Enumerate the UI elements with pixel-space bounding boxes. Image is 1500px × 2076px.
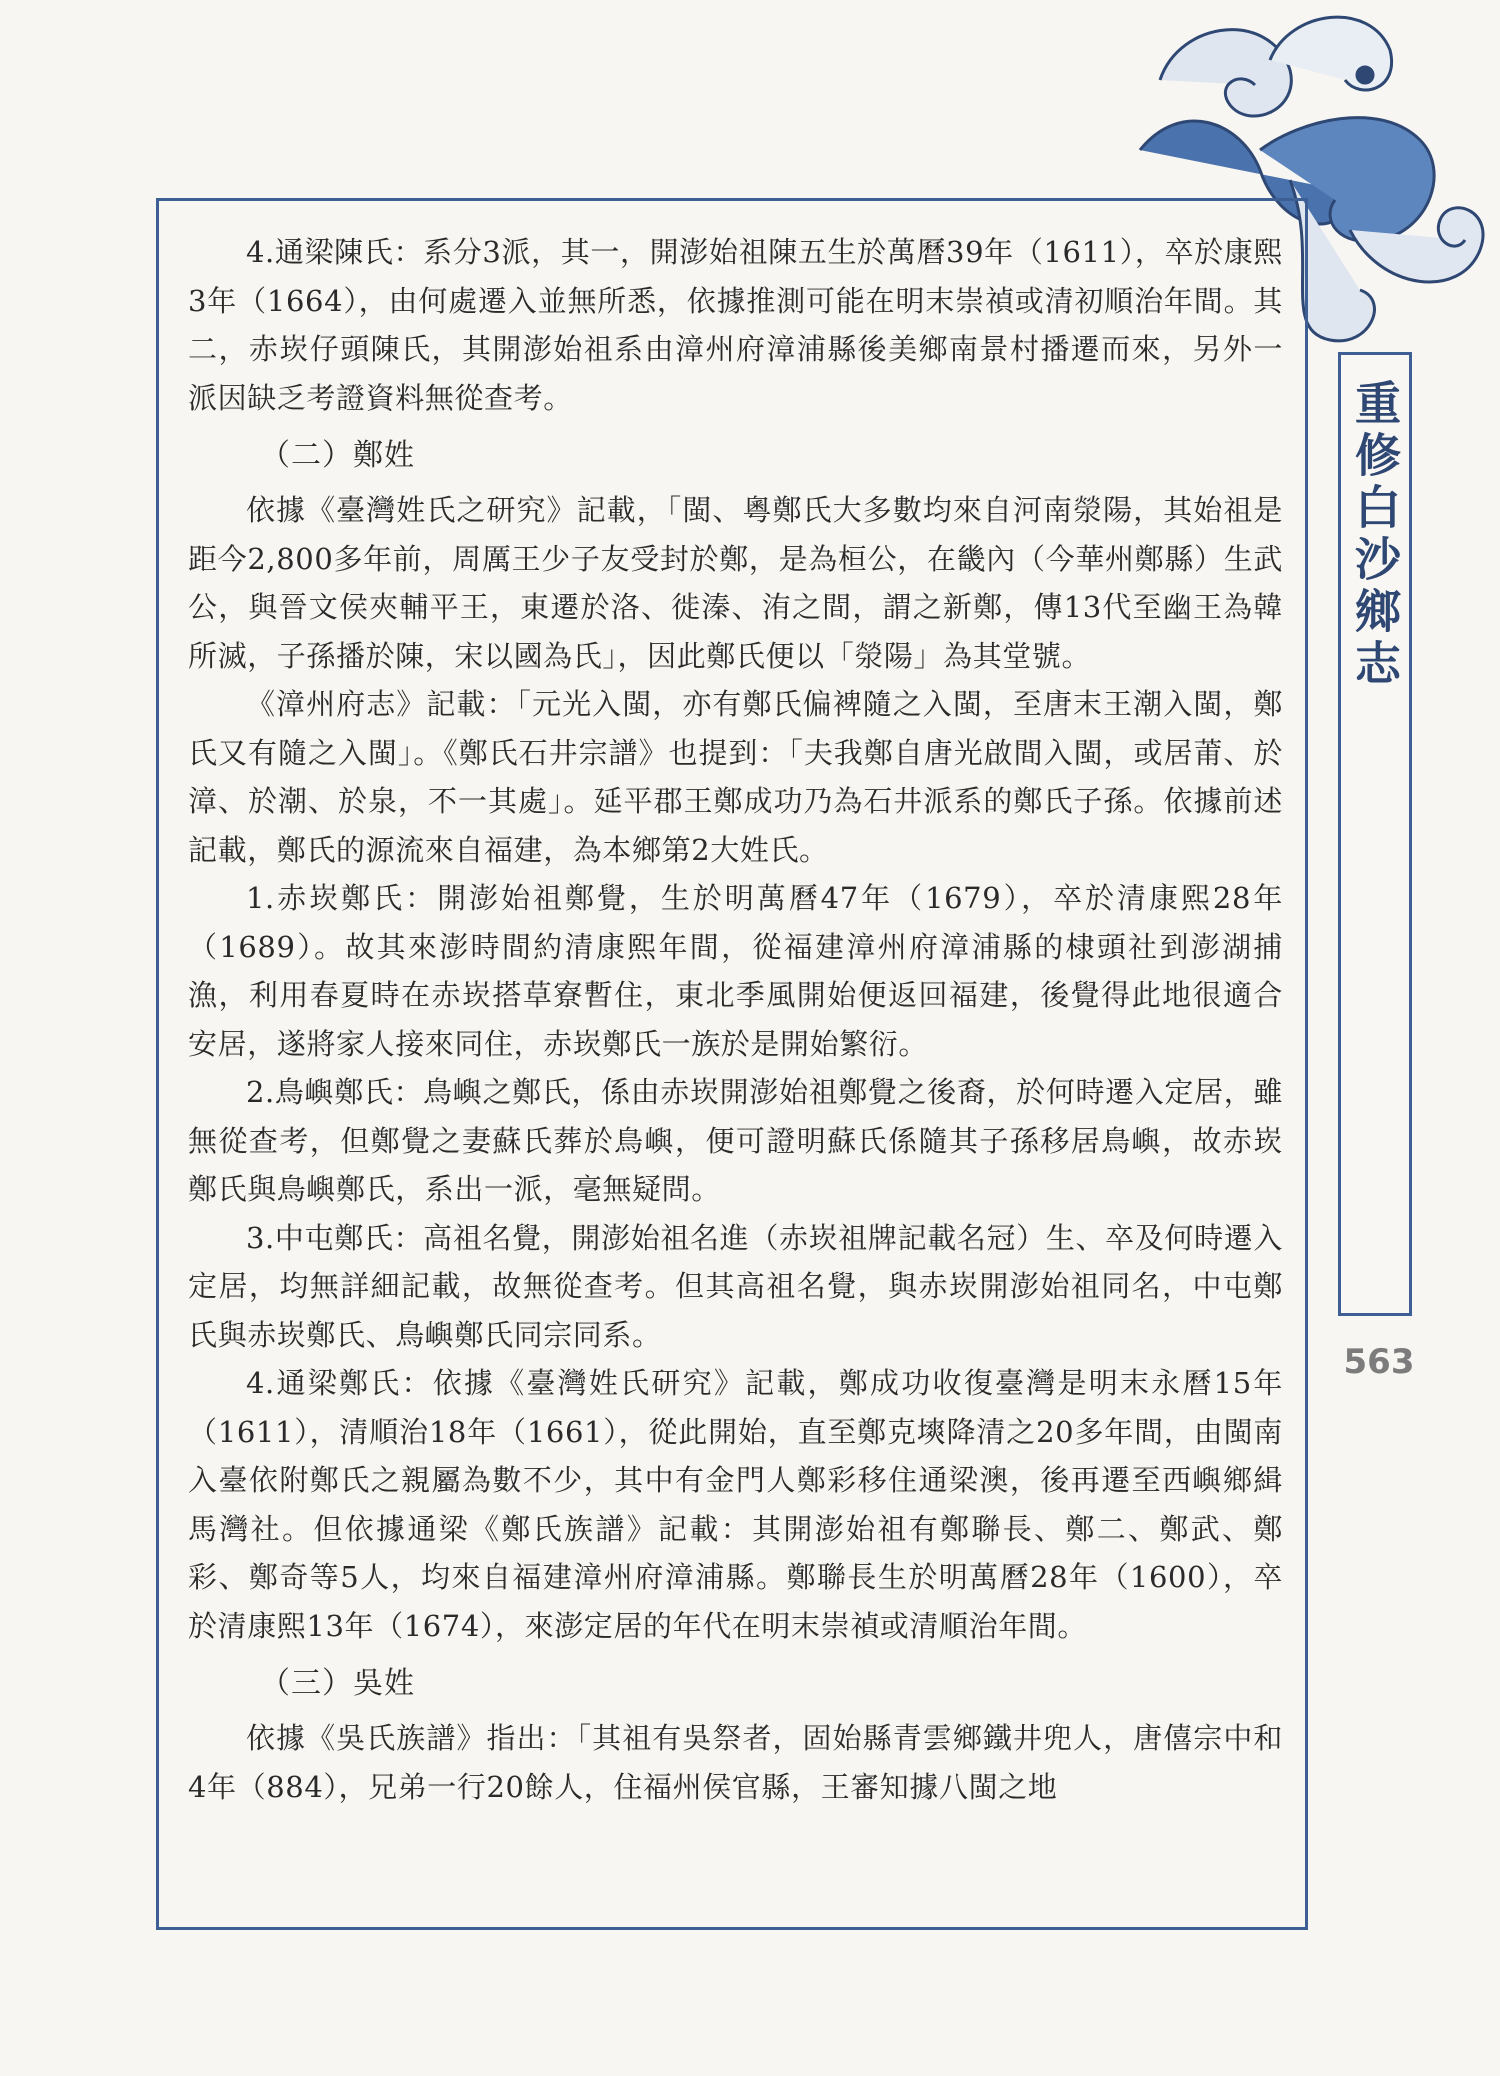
paragraph: 依據《臺灣姓氏之研究》記載，「閩、粵鄭氏大多數均來自河南滎陽，其始祖是距今2,800多年前，周厲王少子友受封於鄭，是為桓公，在畿內（今華州鄭縣）生武公，與晉文侯夾輔平王，東遷於洛、徙溱、洧之間，謂之新鄭，傳13代至幽王為韓所滅，子孫播於陳，宋以國為氏」，因此鄭氏便以「滎陽」為其堂號。 — [188, 493, 1283, 673]
paragraph: 1.赤崁鄭氏：開澎始祖鄭覺，生於明萬曆47年（1679），卒於清康熙28年（1689）。故其來澎時間約清康熙年間，從福建漳州府漳浦縣的棣頭社到澎湖捕漁，利用春夏時在赤崁搭草寮暫住，東北季風開始便返回福建，後覺得此地很適合安居，遂將家人接來同住，赤崁鄭氏一族於是開始繁衍。 — [188, 881, 1283, 1061]
book-title: 重修白沙鄉志 — [1348, 379, 1402, 691]
paragraph: 依據《吳氏族譜》指出：「其祖有吳祭者，固始縣青雲鄉鐵井兜人，唐僖宗中和4年（884），兄弟一行20餘人，住福州侯官縣，王審知據八閩之地 — [188, 1721, 1283, 1804]
page-number: 563 — [1343, 1342, 1415, 1382]
paragraph: 《漳州府志》記載：「元光入閩，亦有鄭氏偏裨隨之入閩，至唐末王潮入閩，鄭氏又有隨之入閩」。《鄭氏石井宗譜》也提到：「夫我鄭自唐光啟間入閩，或居莆、於漳、於潮、於泉，不一其處」。延平郡王鄭成功乃為石井派系的鄭氏子孫。依據前述記載，鄭氏的源流來自福建，為本鄉第2大姓氏。 — [188, 687, 1283, 867]
paragraph: 4.通梁陳氏：系分3派，其一，開澎始祖陳五生於萬曆39年（1611），卒於康熙3年（1664），由何處遷入並無所悉，依據推測可能在明末崇禎或清初順治年間。其二，赤崁仔頭陳氏，其開澎始祖系由漳州府漳浦縣後美鄉南景村播遷而來，另外一派因缺乏考證資料無從查考。 — [188, 235, 1283, 415]
section-heading-wu: （三）吳姓 — [260, 1666, 415, 1701]
paragraph: 4.通梁鄭氏：依據《臺灣姓氏研究》記載，鄭成功收復臺灣是明末永曆15年（1611），清順治18年（1661），從此開始，直至鄭克塽降清之20多年間，由閩南入臺依附鄭氏之親屬為數不少，其中有金門人鄭彩移住通梁澳，後再遷至西嶼鄉緝馬灣社。但依據通梁《鄭氏族譜》記載：其開澎始祖有鄭聯長、鄭二、鄭武、鄭彩、鄭奇等5人，均來自福建漳州府漳浦縣。鄭聯長生於明萬曆28年（1600），卒於清康熙13年（1674），來澎定居的年代在明末崇禎或清順治年間。 — [188, 1366, 1283, 1643]
paragraph: 3.中屯鄭氏：高祖名覺，開澎始祖名進（赤崁祖牌記載名冠）生、卒及何時遷入定居，均無詳細記載，故無從查考。但其高祖名覺，與赤崁開澎始祖同名，中屯鄭氏與赤崁鄭氏、鳥嶼鄭氏同宗同系。 — [188, 1220, 1283, 1352]
section-heading-zheng: （二）鄭姓 — [260, 438, 415, 473]
main-content — [188, 228, 1283, 1811]
paragraph: 2.鳥嶼鄭氏：鳥嶼之鄭氏，係由赤崁開澎始祖鄭覺之後裔，於何時遷入定居，雖無從查考，但鄭覺之妻蘇氏葬於鳥嶼，便可證明蘇氏係隨其子孫移居鳥嶼，故赤崁鄭氏與鳥嶼鄭氏，系出一派，毫無疑問。 — [188, 1075, 1283, 1206]
book-title-tab — [1338, 352, 1412, 1316]
